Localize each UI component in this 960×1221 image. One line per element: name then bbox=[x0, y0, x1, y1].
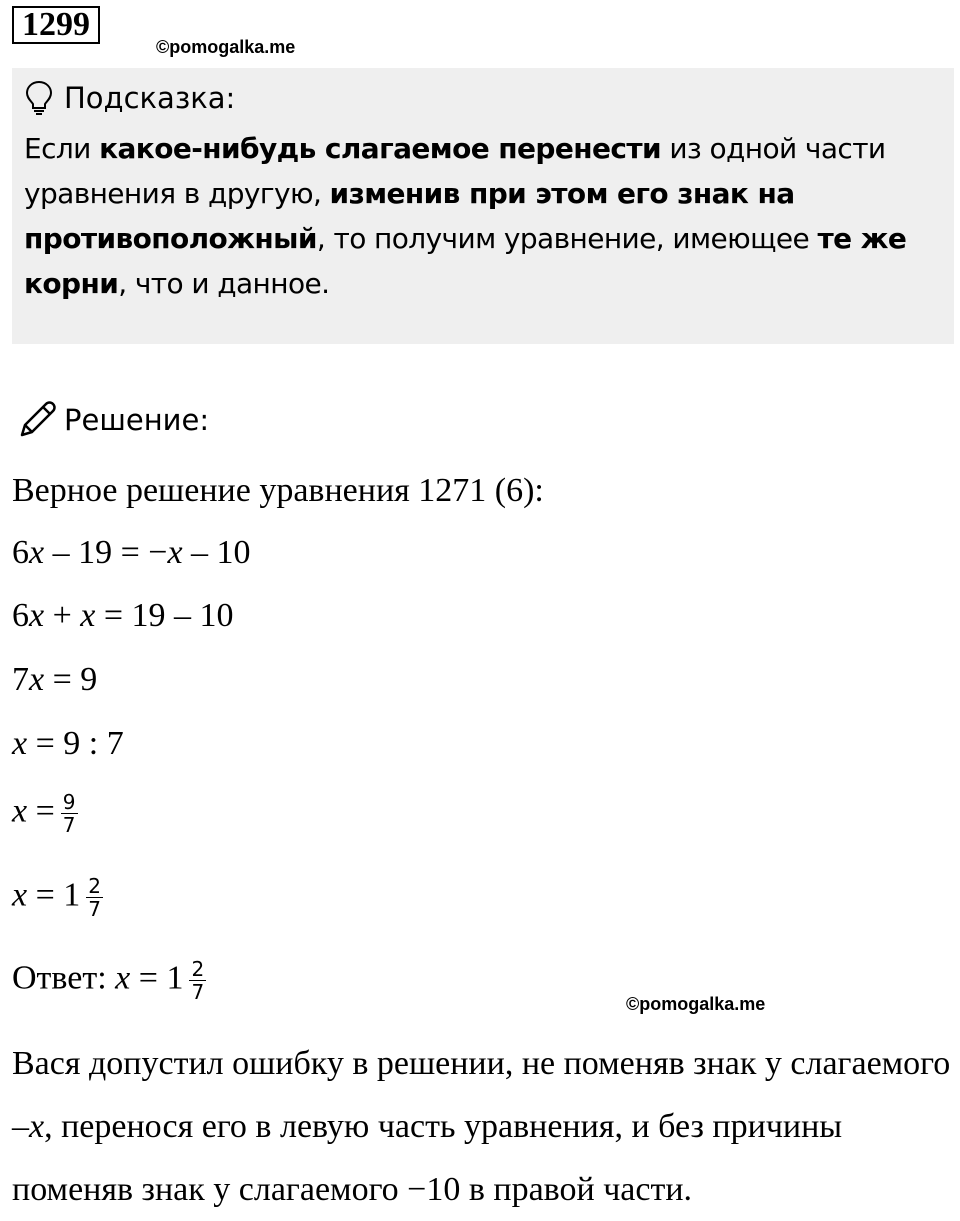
solution-title: Решение: bbox=[64, 403, 210, 437]
solution-intro: Верное решение уравнения 1271 (6): bbox=[12, 472, 544, 509]
solution-header bbox=[16, 400, 209, 440]
equation-4: x = 9 : 7 bbox=[12, 725, 124, 762]
hint-segment: Если bbox=[24, 132, 100, 165]
task-number: 1299 bbox=[12, 6, 100, 44]
equation-2: 6x + x = 19 – 10 bbox=[12, 597, 234, 634]
equation-5: x = $\frac{9}{7}$ bbox=[12, 790, 76, 837]
hint-segment: из одной части уравнения в другую, bbox=[24, 132, 886, 210]
lightbulb-icon bbox=[24, 80, 54, 116]
pencil-icon bbox=[16, 399, 58, 441]
equation-6: x = 1 $\frac{2}{7}$ bbox=[12, 874, 102, 921]
equation-3: 7x = 9 bbox=[12, 661, 98, 698]
explanation-paragraph: Вася допустил ошибку в решении, не поменяв знак у слагаемого –x, перенося его в левую часть уравнения, и без причины поменяв знак у слагаемого −10 в правой части. bbox=[12, 1045, 951, 1208]
hint-text bbox=[24, 126, 949, 306]
hint-segment-bold: какое-нибудь слагаемое перенести bbox=[99, 132, 662, 165]
equation-1: 6x – 19 = −x – 10 bbox=[12, 534, 251, 571]
hint-segment-bold: изменив при этом его знак на противоположный bbox=[24, 177, 795, 255]
fraction: $\frac{2}{7}$ bbox=[191, 957, 205, 1004]
answer: Ответ: x = 1 $\frac{2}{7}$ bbox=[12, 957, 205, 1004]
watermark-bottom: ©pomogalka.me bbox=[626, 994, 766, 1014]
fraction: $\frac{2}{7}$ bbox=[88, 874, 102, 921]
hint-segment-bold: те же корни bbox=[24, 222, 907, 300]
watermark-top: ©pomogalka.me bbox=[156, 37, 296, 57]
hint-header bbox=[24, 80, 235, 116]
hint-segment: , то получим уравнение, имеющее bbox=[316, 222, 818, 255]
fraction: $\frac{9}{7}$ bbox=[62, 790, 76, 837]
hint-title: Подсказка: bbox=[64, 81, 236, 115]
hint-segment: , что и данное. bbox=[118, 267, 330, 300]
